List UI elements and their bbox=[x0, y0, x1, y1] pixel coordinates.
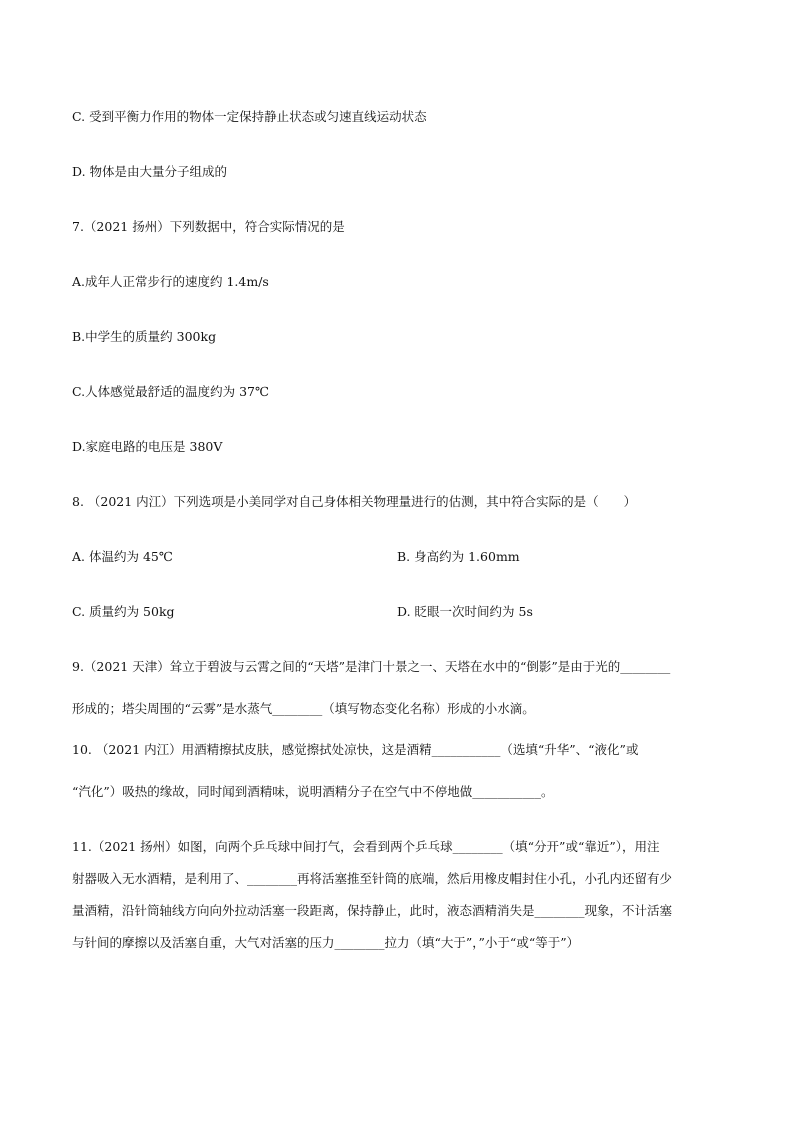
q7-option-a: A.成年人正常步行的速度约 1.4m/s bbox=[72, 274, 269, 289]
q7-stem: 7.（2021 扬州）下列数据中，符合实际情况的是 bbox=[72, 219, 345, 234]
q7-option-d: D.家庭电路的电压是 380V bbox=[72, 439, 223, 454]
q11-line-3: 量酒精，沿针筒轴线方向向外拉动活塞一段距离，保持静止，此时，液态酒精消失是________现象，不计活塞 bbox=[72, 903, 673, 918]
q11-line-4: 与针间的摩擦以及活塞自重，大气对活塞的压力________拉力（填“大于”，”小于“或“等于”） bbox=[72, 935, 580, 950]
q8-option-b: B. 身高约为 1.60mm bbox=[397, 549, 520, 564]
q6-option-d: D. 物体是由大量分子组成的 bbox=[72, 164, 228, 179]
q10-line-2: “汽化”）吸热的缘故，同时闻到酒精味，说明酒精分子在空气中不停地做___________。 bbox=[72, 784, 554, 799]
q6-option-c: C. 受到平衡力作用的物体一定保持静止状态或匀速直线运动状态 bbox=[72, 109, 427, 124]
q8-option-a: A. 体温约为 45℃ bbox=[72, 549, 173, 564]
q8-option-d: D. 眨眼一次时间约为 5s bbox=[397, 604, 533, 619]
q11-line-1: 11.（2021 扬州）如图，向两个乒乓球中间打气，会看到两个乒乓球________（填“分开”或“靠近”），用注 bbox=[72, 839, 660, 854]
q8-stem: 8. （2021 内江）下列选项是小美同学对自己身体相关物理量进行的估测，其中符合实际的是（ ） bbox=[72, 494, 637, 509]
q9-line-1: 9.（2021 天津）耸立于碧波与云霄之间的“天塔”是津门十景之一、天塔在水中的“倒影”是由于光的________ bbox=[72, 659, 671, 674]
q11-line-2: 射器吸入无水酒精，是利用了、________再将活塞推至针筒的底端，然后用橡皮帽封住小孔，小孔内还留有少 bbox=[72, 871, 673, 886]
q10-line-1: 10. （2021 内江）用酒精擦拭皮肤，感觉擦拭处凉快，这是酒精___________（选填“升华”、“液化”或 bbox=[72, 742, 639, 757]
q7-option-c: C.人体感觉最舒适的温度约为 37℃ bbox=[72, 384, 269, 399]
q7-option-b: B.中学生的质量约 300kg bbox=[72, 329, 217, 344]
q9-line-2: 形成的；塔尖周围的“云雾”是水蒸气________（填写物态变化名称）形成的小水滴。 bbox=[72, 701, 535, 716]
q8-option-c: C. 质量约为 50kg bbox=[72, 604, 175, 619]
